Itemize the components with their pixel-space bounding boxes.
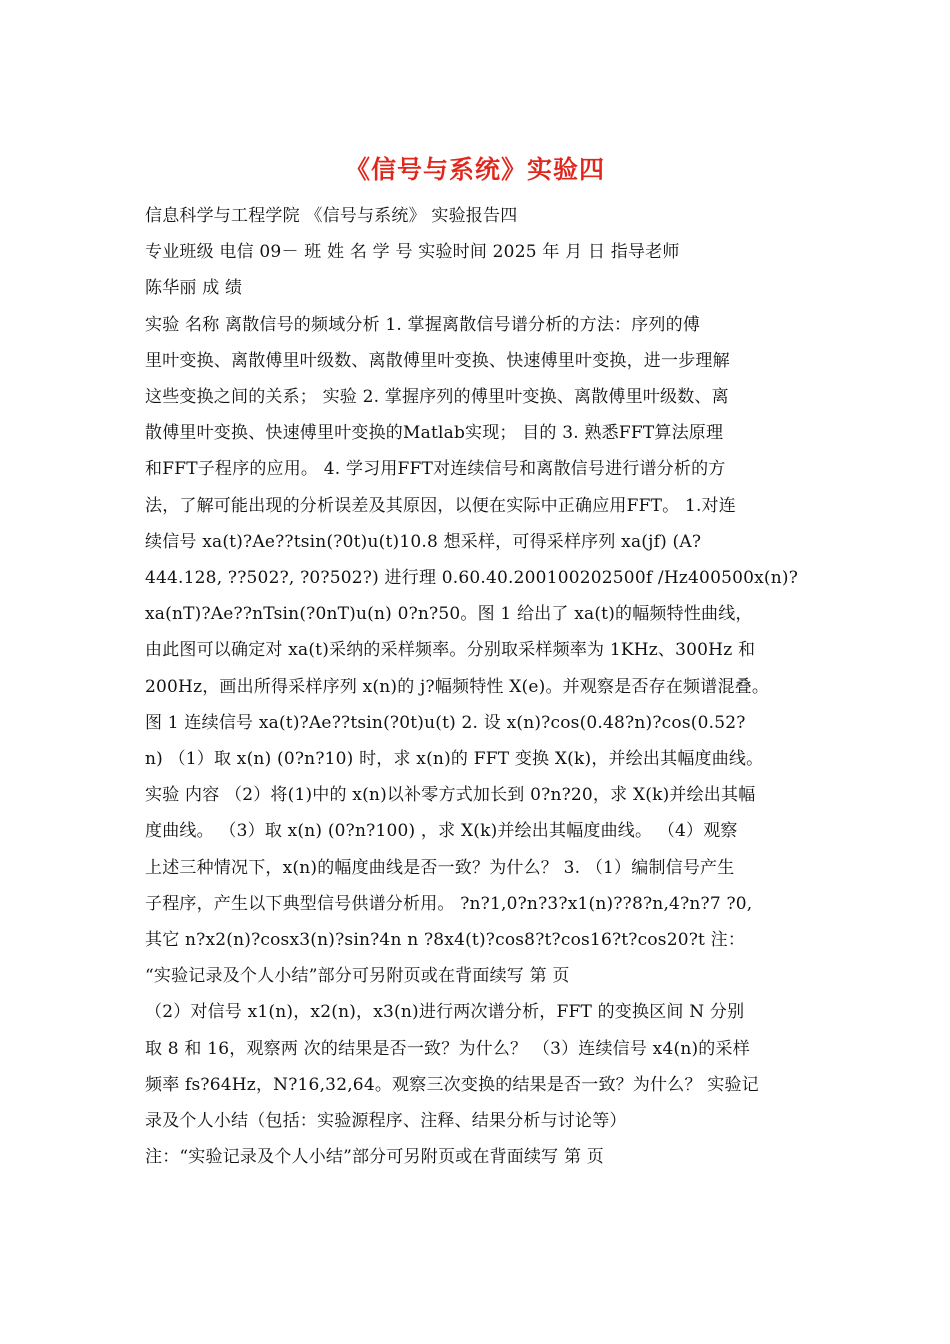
text-line: 陈华丽 成 绩	[145, 278, 243, 299]
document-body	[145, 198, 815, 1175]
text-line: xa(nT)?Ae??nTsin(?0nT)u(n) 0?n?50。图 1 给出了 xa(t)的幅频特性曲线，	[145, 604, 753, 625]
text-line: 信息科学与工程学院 《信号与系统》 实验报告四	[145, 206, 518, 226]
text-line: （2）对信号 x1(n)，x2(n)，x3(n)进行两次谱分析，FFT 的变换区间 N 分别	[145, 1002, 745, 1023]
text-line: 录及个人小结（包括：实验源程序、注释、结果分析与讨论等）	[145, 1111, 627, 1132]
text-line: 实验 内容 （2）将(1)中的 x(n)以补零方式加长到 0?n?20，求 X(k)并绘出其幅	[145, 785, 756, 806]
text-line: 法，了解可能出现的分析误差及其原因，以便在实际中正确应用FFT。 1.对连	[145, 495, 736, 516]
text-line: 444.128, ??502?, ?0?502?) 进行理 0.60.40.200100202500f /Hz400500x(n)?	[145, 568, 799, 589]
text-line: 续信号 xa(t)?Ae??tsin(?0t)u(t)10.8 想采样，可得采样序列 xa(jf) (A?	[145, 531, 702, 552]
text-line: 专业班级 电信 09－ 班 姓 名 学 号 实验时间 2025 年 月 日 指导老师	[145, 242, 680, 263]
text-line: 实验 名称 离散信号的频域分析 1. 掌握离散信号谱分析的方法：序列的傅	[145, 314, 701, 335]
text-line: “实验记录及个人小结”部分可另附页或在背面续写 第 页	[145, 966, 570, 987]
text-line: 由此图可以确定对 xa(t)采纳的采样频率。分别取采样频率为 1KHz、300Hz 和	[145, 640, 756, 661]
text-line: 注：“实验记录及个人小结”部分可另附页或在背面续写 第 页	[145, 1147, 604, 1168]
text-line: 这些变换之间的关系； 实验 2. 掌握序列的傅里叶变换、离散傅里叶级数、离	[145, 387, 729, 408]
text-line: 散傅里叶变换、快速傅里叶变换的Matlab实现； 目的 3. 熟悉FFT算法原理	[145, 423, 724, 444]
text-line: 频率 fs?64Hz，N?16,32,64。观察三次变换的结果是否一致？为什么？ 实验记	[145, 1074, 759, 1095]
text-line: 和FFT子程序的应用。 4. 学习用FFT对连续信号和离散信号进行谱分析的方	[145, 459, 726, 480]
text-line: 200Hz，画出所得采样序列 x(n)的 j?幅频特性 X(e)。并观察是否存在频谱混叠。	[145, 676, 770, 697]
document-title: 《信号与系统》实验四	[344, 155, 605, 184]
text-line: 度曲线。 （3）取 x(n) (0?n?100) ，求 X(k)并绘出其幅度曲线。 （4）观察	[145, 821, 738, 842]
text-line: 上述三种情况下，x(n)的幅度曲线是否一致？为什么？ 3. （1）编制信号产生	[145, 857, 735, 878]
text-line: 子程序，产生以下典型信号供谱分析用。 ?n?1,0?n?3?x1(n)??8?n,4?n?7 ?0,	[145, 893, 753, 914]
text-line: 其它 n?x2(n)?cosx3(n)?sin?4n n ?8x4(t)?cos8?t?cos16?t?cos20?t 注：	[145, 930, 746, 951]
text-line: n) （1）取 x(n) (0?n?10) 时，求 x(n)的 FFT 变换 X(k)，并绘出其幅度曲线。	[145, 749, 764, 770]
text-line: 图 1 连续信号 xa(t)?Ae??tsin(?0t)u(t) 2. 设 x(n)?cos(0.48?n)?cos(0.52?	[145, 712, 746, 733]
text-line: 取 8 和 16，观察两 次的结果是否一致？为什么？ （3）连续信号 x4(n)的采样	[145, 1038, 750, 1059]
text-line: 里叶变换、离散傅里叶级数、离散傅里叶变换、快速傅里叶变换，进一步理解	[145, 350, 730, 371]
